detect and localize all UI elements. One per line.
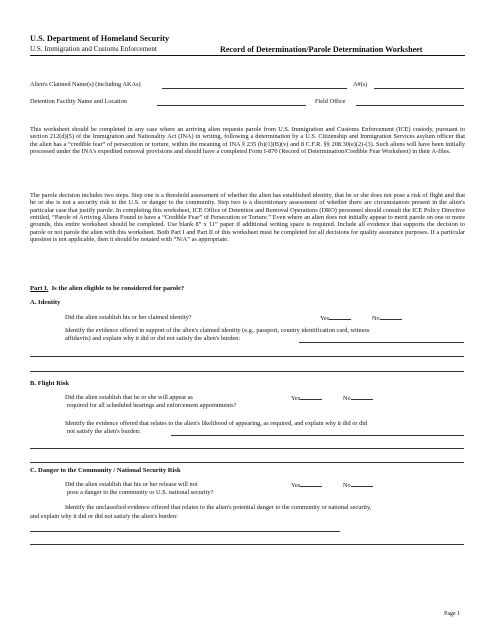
part1-label: Part I. [30, 285, 49, 292]
flight-evidence-line-2[interactable] [30, 448, 464, 449]
danger-yes-blank[interactable] [300, 481, 322, 487]
intro-paragraph-2: The parole decision includes two steps. Step one is a threshold assessment of whether the alien has established identity, that he or she does not pose a risk of flight and that he or she is not a security risk to the U.S. or danger to the community. Step two is a discretionary assessment of whether there are circumstances present in the alien's particular case that justify parole. In completing this worksheet, ICE Office of Detention and Removal Operations (DRO) personnel should consult the ICE Policy Directive entitled, “Parole of Arriving Aliens Found to have a “Credible Fear” of Persecution or Torture.” Even where an alien does not initially appear to merit parole on one or more grounds, this entire worksheet should be completed. Use blank 8” x 11” paper if additional writing space is required. Include all evidence that supports the decision to parole or not parole the alien with this worksheet. Both Part I and Part II of this worksheet must be completed for all decisions for quality assurance purposes. If a particular question is not applicable, then it should be notated with “N/A” as appropriate. [30, 192, 465, 244]
flight-question-2: required for all scheduled hearings and enforcement appointments? [67, 402, 237, 409]
danger-evidence-field[interactable] [30, 531, 340, 532]
flight-question-1: Did the alien establish that he or she will appear as [65, 394, 193, 401]
identity-evidence-prompt-2: affidavits) and explain why it did or did not satisfy the alien's burden: [65, 335, 241, 342]
danger-heading: C. Danger to the Community / National Security Risk [30, 467, 181, 474]
sub-agency-name: U.S. Immigration and Customs Enforcement [30, 45, 157, 53]
flight-heading: B. Flight Risk [30, 380, 70, 387]
identity-no-label: No [372, 315, 380, 322]
flight-yes-option[interactable] [291, 394, 322, 402]
identity-evidence-line-2[interactable] [30, 356, 464, 357]
page-number: Page 1 [444, 611, 461, 617]
flight-evidence-prompt-2: not satisfy the alien's burden: [67, 428, 141, 435]
danger-yes-label: Yes [291, 482, 301, 489]
flight-no-label: No [343, 395, 351, 402]
danger-question-1: Did the alien establish that his or her release will not [65, 481, 198, 488]
danger-no-option[interactable] [343, 481, 373, 489]
header-divider [30, 55, 465, 56]
danger-evidence-prompt-2: and explain why it did or did not satisfy the alien's burden: [30, 513, 178, 520]
flight-yes-label: Yes [291, 395, 301, 402]
identity-evidence-prompt-1: Identify the evidence offered in support of the alien's claimed identity (e.g., passport, country identification card, witness [65, 327, 370, 334]
flight-evidence-field[interactable] [171, 435, 464, 436]
facility-field[interactable] [157, 105, 306, 106]
danger-evidence-prompt-1: Identify the unclassified evidence offered that relates to the alien's potential danger to the community or national security, [65, 504, 372, 511]
field-office-label: Field Office [315, 98, 346, 105]
part1-heading [30, 285, 184, 292]
identity-no-blank[interactable] [380, 314, 402, 320]
danger-no-blank[interactable] [351, 481, 373, 487]
flight-evidence-line-3[interactable] [30, 462, 464, 463]
identity-yes-blank[interactable] [329, 314, 351, 320]
danger-no-label: No [343, 482, 351, 489]
identity-yes-label: Yes [320, 315, 330, 322]
identity-heading: A. Identity [30, 299, 61, 306]
danger-question-2: pose a danger to the community or U.S. national security? [67, 489, 214, 496]
alien-name-label: Alien's Claimed Name(s) (including AKAs) [30, 81, 141, 88]
a-number-field[interactable] [374, 88, 464, 89]
identity-evidence-line-3[interactable] [30, 371, 464, 372]
identity-no-option[interactable] [372, 314, 402, 322]
flight-no-option[interactable] [343, 394, 373, 402]
identity-evidence-field[interactable] [299, 342, 464, 343]
alien-name-field[interactable] [162, 88, 347, 89]
facility-label: Detention Facility Name and Location [30, 98, 127, 105]
part1-title: Is the alien eligible to be considered for parole? [51, 285, 185, 292]
field-office-field[interactable] [356, 105, 464, 106]
identity-yes-option[interactable] [320, 314, 351, 322]
flight-yes-blank[interactable] [300, 394, 322, 400]
form-title: Record of Determination/Parole Determination Worksheet [220, 44, 423, 54]
danger-evidence-line-2[interactable] [30, 544, 464, 545]
flight-evidence-prompt-1: Identify the evidence offered that relates to the alien's likelihood of appearing, as required, and explain why it did or did [65, 420, 368, 427]
agency-name: U.S. Department of Homeland Security [30, 34, 170, 43]
identity-question: Did the alien establish his or her claimed identity? [65, 314, 192, 321]
intro-paragraph-1: This worksheet should be completed in any case where an arriving alien requests parole from U.S. Immigration and Customs Enforcement (ICE) custody, pursuant to section 212(d)(5) of the Immigration and Nationality Act (INA) in writing, following a determination by a U.S. Citizenship and Immigration Services asylum officer that the alien has a “credible fear” of persecution or torture, within the meaning of INA § 235 (b)(1)(B)(v) and 8 C.F.R. §§ 208.30(e)(2)-(3). Such aliens will have been initially processed under the INA's expedited removal provisions and should have a completed Form I-870 (Record of Determination/Credible Fear Worksheet) in their A-files. [30, 126, 465, 156]
flight-no-blank[interactable] [351, 394, 373, 400]
a-number-label: A#(s) [353, 81, 368, 88]
danger-yes-option[interactable] [291, 481, 322, 489]
